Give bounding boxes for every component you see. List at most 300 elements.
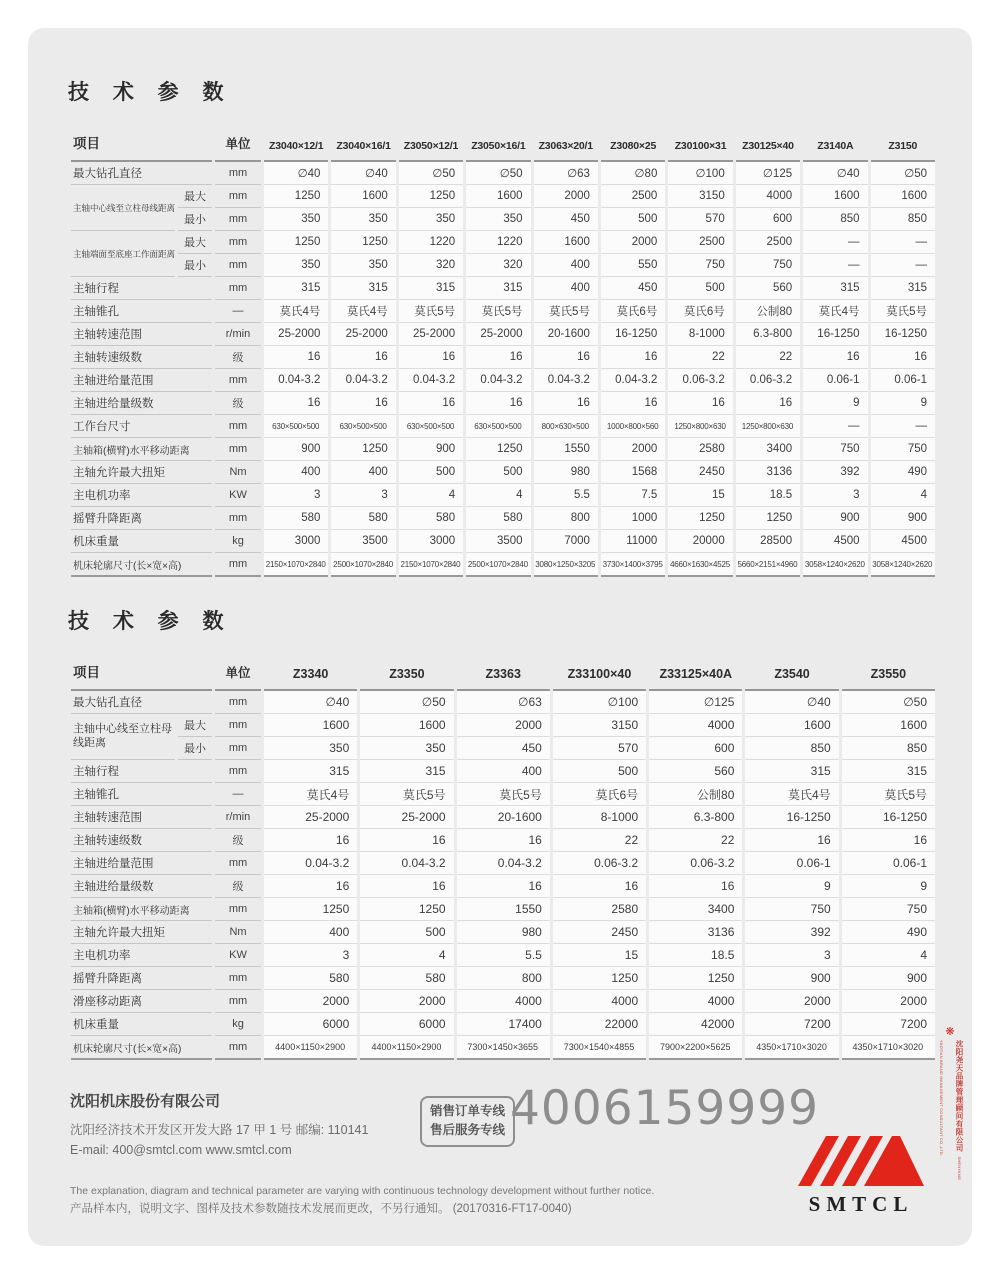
- table-row: [71, 944, 935, 967]
- value-cell: 42000: [649, 1013, 742, 1036]
- value-cell: 4350×1710×3020: [842, 1036, 935, 1060]
- unit-cell: mm: [215, 852, 261, 875]
- value-cell: 0.04-3.2: [264, 369, 328, 392]
- value-cell: 莫氏4号: [803, 300, 867, 323]
- unit-cell: mm: [215, 714, 261, 737]
- value-cell: 315: [871, 277, 935, 300]
- disclaimer-en: The explanation, diagram and technical parameter are varying with continuous technology development without further notice.: [70, 1185, 655, 1197]
- value-cell: 0.06-1: [871, 369, 935, 392]
- unit-cell: r/min: [215, 323, 261, 346]
- value-cell: ∅40: [264, 162, 328, 185]
- value-cell: 9: [871, 392, 935, 415]
- value-cell: 16: [264, 875, 357, 898]
- smtcl-logo: [776, 1132, 946, 1217]
- value-cell: 25-2000: [331, 323, 395, 346]
- value-cell: 392: [803, 461, 867, 484]
- value-cell: —: [871, 254, 935, 277]
- unit-cell: mm: [215, 185, 261, 208]
- value-cell: ∅40: [331, 162, 395, 185]
- value-cell: 900: [399, 438, 463, 461]
- value-cell: 0.04-3.2: [534, 369, 598, 392]
- value-cell: 2500×1070×2840: [331, 553, 395, 577]
- value-cell: 莫氏5号: [871, 300, 935, 323]
- value-cell: 16: [466, 392, 530, 415]
- value-cell: 0.06-1: [842, 852, 935, 875]
- model-column-header: Z30100×31: [668, 122, 732, 162]
- row-label: 主轴行程: [71, 760, 212, 783]
- value-cell: 4660×1630×4525: [668, 553, 732, 577]
- value-cell: 0.04-3.2: [264, 852, 357, 875]
- model-column-header: Z3040×12/1: [264, 122, 328, 162]
- value-cell: 25-2000: [264, 323, 328, 346]
- value-cell: 2000: [745, 990, 838, 1013]
- value-cell: ∅40: [745, 691, 838, 714]
- unit-cell: KW: [215, 944, 261, 967]
- value-cell: 2500: [601, 185, 665, 208]
- value-cell: 7900×2200×5625: [649, 1036, 742, 1060]
- value-cell: 2500×1070×2840: [466, 553, 530, 577]
- value-cell: ∅100: [553, 691, 646, 714]
- table-row: [71, 806, 935, 829]
- value-cell: 22: [553, 829, 646, 852]
- value-cell: 8-1000: [553, 806, 646, 829]
- value-cell: 750: [668, 254, 732, 277]
- row-label: 主轴转速级数: [71, 346, 212, 369]
- value-cell: 16-1250: [871, 323, 935, 346]
- value-cell: ∅63: [457, 691, 550, 714]
- value-cell: 1250: [360, 898, 453, 921]
- item-column-header: 项目: [71, 122, 212, 162]
- model-column-header: Z3540: [745, 651, 838, 691]
- value-cell: 16: [360, 829, 453, 852]
- value-cell: 320: [399, 254, 463, 277]
- value-cell: 3: [264, 484, 328, 507]
- value-cell: 3000: [399, 530, 463, 553]
- value-cell: 20-1600: [457, 806, 550, 829]
- value-cell: 6.3-800: [736, 323, 800, 346]
- value-cell: 315: [360, 760, 453, 783]
- value-cell: 3058×1240×2620: [871, 553, 935, 577]
- value-cell: ∅100: [668, 162, 732, 185]
- value-cell: 450: [457, 737, 550, 760]
- value-cell: 5.5: [457, 944, 550, 967]
- value-cell: 16: [331, 392, 395, 415]
- value-cell: 560: [736, 277, 800, 300]
- value-cell: 1600: [803, 185, 867, 208]
- unit-cell: mm: [215, 1036, 261, 1060]
- value-cell: 莫氏5号: [534, 300, 598, 323]
- table-row: [71, 921, 935, 944]
- value-cell: 315: [842, 760, 935, 783]
- model-column-header: Z30125×40: [736, 122, 800, 162]
- value-cell: ∅80: [601, 162, 665, 185]
- value-cell: 4400×1150×2900: [264, 1036, 357, 1060]
- value-cell: 16: [601, 346, 665, 369]
- hotline-label-box: [420, 1096, 515, 1147]
- value-cell: 500: [553, 760, 646, 783]
- value-cell: 16: [871, 346, 935, 369]
- value-cell: 7200: [745, 1013, 838, 1036]
- row-label: 主轴转速级数: [71, 829, 212, 852]
- value-cell: 2580: [553, 898, 646, 921]
- unit-cell: mm: [215, 691, 261, 714]
- hotline-phone-number: 4006159999: [510, 1081, 820, 1136]
- value-cell: 490: [871, 461, 935, 484]
- side-brand-en: SHENYANG YAOTIAN BRAND MANAGEMENT CONSULTANT CO.,LTD.: [939, 1040, 962, 1181]
- value-cell: 600: [736, 208, 800, 231]
- value-cell: 16: [264, 829, 357, 852]
- row-label: 主轴箱(横臂)水平移动距离: [71, 438, 212, 461]
- unit-cell: —: [215, 783, 261, 806]
- value-cell: 2000: [534, 185, 598, 208]
- value-cell: 800×630×500: [534, 415, 598, 438]
- value-cell: 1568: [601, 461, 665, 484]
- row-label: 滑座移动距离: [71, 990, 212, 1013]
- value-cell: 莫氏4号: [264, 300, 328, 323]
- value-cell: 0.06-3.2: [668, 369, 732, 392]
- value-cell: 1000: [601, 507, 665, 530]
- row-sub-label: 最大: [178, 231, 212, 254]
- value-cell: 315: [264, 277, 328, 300]
- value-cell: 4000: [553, 990, 646, 1013]
- unit-cell: 级: [215, 392, 261, 415]
- value-cell: 6000: [264, 1013, 357, 1036]
- unit-cell: mm: [215, 760, 261, 783]
- unit-cell: mm: [215, 254, 261, 277]
- value-cell: 900: [745, 967, 838, 990]
- value-cell: 400: [534, 277, 598, 300]
- value-cell: 16: [736, 392, 800, 415]
- value-cell: 2000: [360, 990, 453, 1013]
- value-cell: —: [803, 231, 867, 254]
- row-label: 摇臂升降距离: [71, 967, 212, 990]
- value-cell: —: [871, 415, 935, 438]
- value-cell: 25-2000: [264, 806, 357, 829]
- model-column-header: Z3350: [360, 651, 453, 691]
- table-row: [71, 691, 935, 714]
- value-cell: 16: [399, 392, 463, 415]
- value-cell: 1250: [399, 185, 463, 208]
- value-cell: 莫氏6号: [553, 783, 646, 806]
- value-cell: 900: [803, 507, 867, 530]
- value-cell: 1250: [649, 967, 742, 990]
- value-cell: 16: [649, 875, 742, 898]
- unit-cell: kg: [215, 530, 261, 553]
- value-cell: 630×500×500: [466, 415, 530, 438]
- value-cell: 450: [534, 208, 598, 231]
- value-cell: 1000×800×560: [601, 415, 665, 438]
- value-cell: 3500: [466, 530, 530, 553]
- value-cell: 630×500×500: [399, 415, 463, 438]
- value-cell: ∅50: [871, 162, 935, 185]
- value-cell: 3730×1400×3795: [601, 553, 665, 577]
- value-cell: 980: [457, 921, 550, 944]
- value-cell: 5660×2151×4960: [736, 553, 800, 577]
- value-cell: 800: [457, 967, 550, 990]
- value-cell: 1220: [399, 231, 463, 254]
- model-column-header: Z3340: [264, 651, 357, 691]
- unit-cell: mm: [215, 162, 261, 185]
- value-cell: 2000: [842, 990, 935, 1013]
- model-column-header: Z3050×16/1: [466, 122, 530, 162]
- hotline-label-service: 售后服务专线: [430, 1123, 506, 1138]
- value-cell: 560: [649, 760, 742, 783]
- value-cell: 16-1250: [745, 806, 838, 829]
- table-row: [71, 852, 935, 875]
- value-cell: 公制80: [736, 300, 800, 323]
- value-cell: 750: [745, 898, 838, 921]
- value-cell: 16-1250: [601, 323, 665, 346]
- value-cell: 4: [871, 484, 935, 507]
- row-label: 主轴转速范围: [71, 323, 212, 346]
- value-cell: 2500: [668, 231, 732, 254]
- value-cell: 4: [842, 944, 935, 967]
- value-cell: 400: [457, 760, 550, 783]
- value-cell: 1550: [457, 898, 550, 921]
- value-cell: 750: [871, 438, 935, 461]
- value-cell: 850: [871, 208, 935, 231]
- value-cell: 350: [331, 208, 395, 231]
- disclaimer: [70, 1183, 670, 1218]
- row-label: 机床轮廓尺寸(长×宽×高): [71, 1036, 212, 1060]
- value-cell: 1600: [534, 231, 598, 254]
- catalog-page: [28, 28, 972, 1246]
- value-cell: 4500: [871, 530, 935, 553]
- value-cell: 1250: [466, 438, 530, 461]
- model-column-header: Z3080×25: [601, 122, 665, 162]
- value-cell: 16: [457, 829, 550, 852]
- value-cell: 3150: [668, 185, 732, 208]
- company-email: E-mail: 400@smtcl.com www.smtcl.com: [70, 1143, 292, 1157]
- value-cell: 850: [745, 737, 838, 760]
- model-column-header: Z33100×40: [553, 651, 646, 691]
- value-cell: 9: [842, 875, 935, 898]
- spec-table-top: [68, 122, 938, 577]
- unit-cell: mm: [215, 415, 261, 438]
- value-cell: 550: [601, 254, 665, 277]
- unit-cell: mm: [215, 898, 261, 921]
- value-cell: 630×500×500: [264, 415, 328, 438]
- value-cell: 16: [803, 346, 867, 369]
- row-label: 机床重量: [71, 530, 212, 553]
- model-column-header: Z33125×40A: [649, 651, 742, 691]
- value-cell: 2000: [457, 714, 550, 737]
- value-cell: 0.06-3.2: [736, 369, 800, 392]
- unit-cell: kg: [215, 1013, 261, 1036]
- side-brand-text: [932, 1040, 968, 1196]
- row-label: 机床重量: [71, 1013, 212, 1036]
- value-cell: 850: [842, 737, 935, 760]
- row-label: 主轴中心线至立柱母线距离: [71, 714, 175, 760]
- spec-grid: [68, 651, 938, 1060]
- value-cell: 350: [264, 208, 328, 231]
- unit-cell: 级: [215, 829, 261, 852]
- value-cell: 315: [745, 760, 838, 783]
- value-cell: 0.04-3.2: [601, 369, 665, 392]
- value-cell: 16: [553, 875, 646, 898]
- value-cell: 4350×1710×3020: [745, 1036, 838, 1060]
- value-cell: 580: [264, 967, 357, 990]
- value-cell: 800: [534, 507, 598, 530]
- value-cell: 9: [745, 875, 838, 898]
- value-cell: 850: [803, 208, 867, 231]
- value-cell: 2500: [736, 231, 800, 254]
- brand-flower-icon: ❋: [945, 1026, 955, 1038]
- value-cell: 750: [736, 254, 800, 277]
- model-column-header: Z3063×20/1: [534, 122, 598, 162]
- row-label: 主轴中心线至立柱母线距离: [71, 185, 175, 231]
- value-cell: 20-1600: [534, 323, 598, 346]
- value-cell: 4: [399, 484, 463, 507]
- unit-cell: mm: [215, 438, 261, 461]
- value-cell: 4000: [649, 990, 742, 1013]
- row-label: 主轴允许最大扭矩: [71, 921, 212, 944]
- row-label: 主轴端面至底座工作面距离: [71, 231, 175, 277]
- unit-cell: mm: [215, 990, 261, 1013]
- value-cell: 17400: [457, 1013, 550, 1036]
- row-sub-label: 最小: [178, 254, 212, 277]
- value-cell: 18.5: [736, 484, 800, 507]
- value-cell: 2450: [553, 921, 646, 944]
- row-label: 主轴锥孔: [71, 300, 212, 323]
- value-cell: 9: [803, 392, 867, 415]
- value-cell: ∅50: [399, 162, 463, 185]
- value-cell: 1600: [264, 714, 357, 737]
- value-cell: 4500: [803, 530, 867, 553]
- value-cell: 2000: [264, 990, 357, 1013]
- value-cell: 580: [466, 507, 530, 530]
- value-cell: —: [871, 231, 935, 254]
- table-row: [71, 714, 935, 737]
- value-cell: 580: [264, 507, 328, 530]
- value-cell: —: [803, 415, 867, 438]
- value-cell: 1250: [668, 507, 732, 530]
- row-label: 主轴转速范围: [71, 806, 212, 829]
- value-cell: 莫氏5号: [399, 300, 463, 323]
- value-cell: 4: [466, 484, 530, 507]
- unit-cell: 级: [215, 875, 261, 898]
- value-cell: 3400: [736, 438, 800, 461]
- value-cell: 580: [331, 507, 395, 530]
- value-cell: ∅125: [736, 162, 800, 185]
- row-sub-label: 最大: [178, 714, 212, 737]
- table-row: [71, 231, 935, 254]
- value-cell: 1250: [331, 438, 395, 461]
- row-label: 机床轮廓尺寸(长×宽×高): [71, 553, 212, 577]
- value-cell: 0.04-3.2: [331, 369, 395, 392]
- spec-table-bottom: [68, 651, 938, 1060]
- value-cell: 16: [534, 392, 598, 415]
- value-cell: 315: [264, 760, 357, 783]
- unit-cell: mm: [215, 967, 261, 990]
- value-cell: 莫氏5号: [457, 783, 550, 806]
- value-cell: 1220: [466, 231, 530, 254]
- value-cell: ∅63: [534, 162, 598, 185]
- table-row: [71, 737, 935, 760]
- value-cell: 3: [745, 944, 838, 967]
- value-cell: 莫氏6号: [601, 300, 665, 323]
- value-cell: 6000: [360, 1013, 453, 1036]
- table-row: [71, 392, 935, 415]
- unit-cell: mm: [215, 737, 261, 760]
- value-cell: 315: [466, 277, 530, 300]
- value-cell: 3400: [649, 898, 742, 921]
- value-cell: 16-1250: [803, 323, 867, 346]
- value-cell: 1600: [360, 714, 453, 737]
- model-column-header: Z3150: [871, 122, 935, 162]
- value-cell: 0.06-3.2: [553, 852, 646, 875]
- value-cell: 750: [803, 438, 867, 461]
- value-cell: 4: [360, 944, 453, 967]
- value-cell: 1250: [553, 967, 646, 990]
- table-row: [71, 277, 935, 300]
- value-cell: 315: [803, 277, 867, 300]
- value-cell: 0.06-1: [803, 369, 867, 392]
- company-address: 沈阳经济技术开发区开发大路 17 甲 1 号 邮编: 110141: [70, 1123, 369, 1137]
- value-cell: 16: [457, 875, 550, 898]
- row-label: 主轴行程: [71, 277, 212, 300]
- value-cell: 580: [360, 967, 453, 990]
- value-cell: 500: [668, 277, 732, 300]
- value-cell: 25-2000: [360, 806, 453, 829]
- table-row: [71, 507, 935, 530]
- table-row: [71, 1036, 935, 1060]
- value-cell: 16-1250: [842, 806, 935, 829]
- content-area: [28, 28, 972, 1060]
- value-cell: 900: [264, 438, 328, 461]
- value-cell: 1250: [264, 231, 328, 254]
- side-brand-credit: [932, 1026, 968, 1196]
- row-label: 主轴进给量级数: [71, 875, 212, 898]
- section-title-2: 技 术 参 数: [68, 610, 233, 633]
- value-cell: 1250: [264, 185, 328, 208]
- value-cell: 莫氏6号: [668, 300, 732, 323]
- value-cell: 580: [399, 507, 463, 530]
- value-cell: 25-2000: [466, 323, 530, 346]
- value-cell: 2150×1070×2840: [399, 553, 463, 577]
- row-label: 最大钻孔直径: [71, 162, 212, 185]
- row-label: 主轴进给量级数: [71, 392, 212, 415]
- row-label: 主轴箱(横臂)水平移动距离: [71, 898, 212, 921]
- table-row: [71, 369, 935, 392]
- value-cell: 7300×1540×4855: [553, 1036, 646, 1060]
- value-cell: 3: [803, 484, 867, 507]
- table-row: [71, 346, 935, 369]
- value-cell: 莫氏4号: [745, 783, 838, 806]
- model-column-header: Z3050×12/1: [399, 122, 463, 162]
- value-cell: ∅50: [360, 691, 453, 714]
- unit-cell: mm: [215, 553, 261, 577]
- table-row: [71, 829, 935, 852]
- value-cell: 4000: [736, 185, 800, 208]
- value-cell: 4000: [457, 990, 550, 1013]
- table-row: [71, 300, 935, 323]
- value-cell: 900: [871, 507, 935, 530]
- value-cell: 莫氏5号: [360, 783, 453, 806]
- value-cell: 16: [399, 346, 463, 369]
- value-cell: 500: [360, 921, 453, 944]
- value-cell: 570: [553, 737, 646, 760]
- table-row: [71, 967, 935, 990]
- value-cell: 315: [331, 277, 395, 300]
- table-row: [71, 553, 935, 577]
- value-cell: 1250: [264, 898, 357, 921]
- table-row: [71, 323, 935, 346]
- row-label: 主电机功率: [71, 484, 212, 507]
- value-cell: 3136: [736, 461, 800, 484]
- value-cell: 3080×1250×3205: [534, 553, 598, 577]
- unit-cell: mm: [215, 277, 261, 300]
